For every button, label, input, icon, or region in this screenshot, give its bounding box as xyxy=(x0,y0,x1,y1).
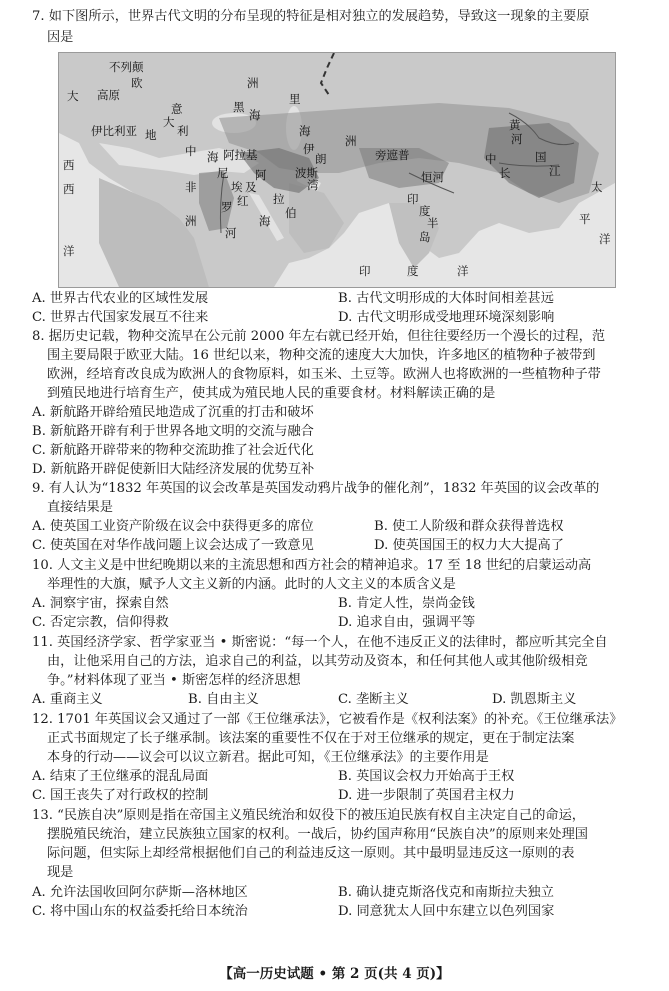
q8-option-a[interactable]: A. 新航路开辟给殖民地造成了沉重的打击和破坏 xyxy=(32,405,314,420)
map-label-indian-ocean-yang: 洋 xyxy=(457,264,469,278)
q11-option-a[interactable]: A. 重商主义 xyxy=(32,692,103,707)
map-label-yang2: 洋 xyxy=(63,244,75,258)
map-label-wan: 湾 xyxy=(307,178,319,192)
q11-option-c[interactable]: C. 垄断主义 xyxy=(338,692,409,707)
map-label-ganges: 恒河 xyxy=(421,170,444,184)
map-label-yindu: 印 xyxy=(407,192,419,206)
map-label-li: 利 xyxy=(177,124,189,138)
ancient-civilizations-map xyxy=(58,52,616,288)
q10-line2: 举理性的大旗，赋予人文主义新的内涵。此时的人文主义的本质含义是 xyxy=(47,577,456,592)
q13-option-a[interactable]: A. 允许法国收回阿尔萨斯—洛林地区 xyxy=(32,885,248,900)
q12-option-d[interactable]: D. 进一步限制了英国君主权力 xyxy=(338,788,515,803)
map-label-hong: 红 xyxy=(237,194,249,208)
map-label-tai: 太 xyxy=(591,180,603,194)
map-label-hai: 海 xyxy=(249,108,261,122)
map-label-a: 阿 xyxy=(255,168,267,182)
q7-option-a[interactable]: A. 世界古代农业的区域性发展 xyxy=(32,291,209,306)
q7-option-c[interactable]: C. 世界古代国家发展互不往来 xyxy=(32,310,209,325)
map-label-hai3: 海 xyxy=(299,124,311,138)
map-label-ou: 欧 xyxy=(131,76,143,90)
map-label-yi2: 伊 xyxy=(303,142,315,156)
map-label-xi: 西 xyxy=(63,158,75,172)
q11-line3: 争。”材料体现了亚当 • 斯密怎样的经济思想 xyxy=(47,673,301,688)
map-label-he2: 河 xyxy=(511,132,523,146)
map-label-da: 大 xyxy=(67,89,79,103)
q11-line1: 11. 英国经济学家、哲学家亚当 • 斯密说：“每一个人，在他不违反正义的法律时，都应听其完全自 xyxy=(32,635,608,650)
map-label-la: 拉 xyxy=(273,192,285,206)
q12-option-b[interactable]: B. 英国议会权力开始高于王权 xyxy=(338,769,515,784)
q9-option-b[interactable]: B. 使工人阶级和群众获得普选权 xyxy=(374,519,564,534)
map-label-zhou2: 洲 xyxy=(185,214,197,228)
map-label-punjab: 旁遮普 xyxy=(375,148,410,162)
map-label-iberia: 伊比利亚 xyxy=(91,124,137,138)
map-label-indian-ocean-yin: 印 xyxy=(359,264,371,278)
map-label-indian-ocean-du: 度 xyxy=(407,264,419,278)
map-label-jiang: 江 xyxy=(549,164,561,178)
map-label-ban: 半 xyxy=(427,216,439,230)
q10-option-c[interactable]: C. 否定宗教，信仰得救 xyxy=(32,615,169,630)
q10-option-b[interactable]: B. 肯定人性，崇尚金钱 xyxy=(338,596,475,611)
map-label-hai2: 海 xyxy=(207,150,219,164)
q10-option-d[interactable]: D. 追求自由，强调平等 xyxy=(338,615,476,630)
q12-option-a[interactable]: A. 结束了王位继承的混乱局面 xyxy=(32,769,209,784)
map-label-gaoyuan: 高原 xyxy=(97,88,120,102)
q9-option-d[interactable]: D. 使英国国王的权力大大提高了 xyxy=(374,538,564,553)
map-label-huang: 黄 xyxy=(509,118,521,132)
map-label-fei: 非 xyxy=(185,180,197,194)
q9-line2: 直接结果是 xyxy=(47,500,113,515)
map-label-yazhou: 洲 xyxy=(345,134,357,148)
q11-line2: 由，让他采用自己的方法，追求自己的利益，以其劳动及资本，和任何其他人或其他阶级相竞 xyxy=(47,654,588,669)
map-label-zhong: 中 xyxy=(185,144,197,158)
q11-option-b[interactable]: B. 自由主义 xyxy=(188,692,259,707)
map-label-ji: 及 xyxy=(245,180,257,194)
map-label-chang: 长 xyxy=(499,166,511,180)
map-label-hai4: 海 xyxy=(259,214,271,228)
map-label-ping: 平 xyxy=(579,212,591,226)
map-label-dao: 岛 xyxy=(419,230,431,244)
map-label-ai: 埃 xyxy=(231,180,243,194)
q7-stem-line2: 因是 xyxy=(47,30,74,45)
map-label-yang: 洋 xyxy=(599,232,611,246)
map-label-ni: 尼 xyxy=(217,166,229,180)
q8-option-c[interactable]: C. 新航路开辟带来的物种交流助推了社会近代化 xyxy=(32,443,314,458)
q8-option-b[interactable]: B. 新航路开辟有利于世界各地文明的交流与融合 xyxy=(32,424,314,439)
q9-option-c[interactable]: C. 使英国在对华作战问题上议会达成了一致意见 xyxy=(32,538,314,553)
q8-line2: 围主要局限于欧亚大陆。16 世纪以来，物种交流的速度大大加快，许多地区的植物种子被带到 xyxy=(47,348,596,363)
q12-line2: 正式书面规定了长子继承制。该法案的重要性不仅在于对王位继承的规定，更在于制定法案 xyxy=(47,731,575,746)
q11-option-d[interactable]: D. 凯恩斯主义 xyxy=(492,692,577,707)
q13-line2: 摆脱殖民统治，建立民族独立国家的权利。一战后，协约国声称用“民族自决”的原则来处理国 xyxy=(47,827,588,842)
map-label-li2: 里 xyxy=(289,92,301,106)
q13-option-c[interactable]: C. 将中国山东的权益委托给日本统治 xyxy=(32,904,248,919)
q13-line1: 13. “民族自决”原则是指在帝国主义殖民统治和奴役下的被压迫民族有权自主决定自己的命运， xyxy=(32,808,585,823)
q8-line3: 欧洲，经培育改良成为欧洲人的食物原料，如玉米、土豆等。欧洲人也将欧洲的一些植物种子带 xyxy=(47,367,601,382)
q7-stem-line1: 7. 如下图所示，世界古代文明的分布呈现的特征是相对独立的发展趋势，导致这一现象的主要原 xyxy=(32,9,590,24)
q7-option-d[interactable]: D. 古代文明形成受地理环境深刻影响 xyxy=(338,310,555,325)
q13-option-d[interactable]: D. 同意犹太人回中东建立以色列国家 xyxy=(338,904,555,919)
map-label-du: 度 xyxy=(419,204,431,218)
map-label-bo: 伯 xyxy=(285,206,297,220)
map-label-xi2: 西 xyxy=(63,182,75,196)
q7-option-b[interactable]: B. 古代文明形成的大体时间相差甚远 xyxy=(338,291,554,306)
q12-option-c[interactable]: C. 国王丧失了对行政权的控制 xyxy=(32,788,209,803)
q10-line1: 10. 人文主义是中世纪晚期以来的主流思想和西方社会的精神追求。17 至 18 世纪的启蒙运动高 xyxy=(32,558,592,573)
map-label-luo: 罗 xyxy=(221,200,233,214)
map-label-britain: 不列颠 xyxy=(109,60,144,74)
q13-line4: 现是 xyxy=(47,865,74,880)
q8-line1: 8. 据历史记载，物种交流早在公元前 2000 年左右就已经开始，但往往要经历一个漫长的过程，范 xyxy=(32,329,606,344)
q12-line3: 本身的行动——议会可以议立新君。据此可知，《王位继承法》的主要作用是 xyxy=(47,750,489,765)
map-label-hei: 黑 xyxy=(233,100,245,114)
q13-line3: 际问题，但实际上却经常根据他们自己的利益违反这一原则。其中最明显违反这一原则的表 xyxy=(47,846,575,861)
map-label-yi: 意 xyxy=(171,102,183,116)
map-label-lang: 朗 xyxy=(315,152,327,166)
q9-line1: 9. 有人认为“1832 年英国的议会改革是英国发动鸦片战争的催化剂”，1832 年英国的议会改革的 xyxy=(32,481,600,496)
page-footer: 【高一历史试题 • 第 2 页(共 4 页)】 xyxy=(219,966,450,982)
map-label-he: 河 xyxy=(225,226,237,240)
q9-option-a[interactable]: A. 使英国工业资产阶级在议会中获得更多的席位 xyxy=(32,519,314,534)
map-label-di: 地 xyxy=(145,128,157,142)
map-label-alaqi: 阿拉基 xyxy=(223,148,258,162)
map-label-bosi: 波斯 xyxy=(295,166,318,180)
q12-line1: 12. 1701 年英国议会又通过了一部《王位继承法》，它被看作是《权利法案》的补充。《王位继承法》 xyxy=(32,712,623,727)
map-label-da2: 大 xyxy=(163,115,175,129)
map-label-zhong2: 中 xyxy=(485,152,497,166)
q13-option-b[interactable]: B. 确认捷克斯洛伐克和南斯拉夫独立 xyxy=(338,885,554,900)
q8-line4: 到殖民地进行培育生产，使其成为殖民地人民的重要食材。材料解读正确的是 xyxy=(47,386,496,401)
map-label-guo: 国 xyxy=(535,150,547,164)
q10-option-a[interactable]: A. 洞察宇宙，探索自然 xyxy=(32,596,169,611)
q8-option-d[interactable]: D. 新航路开辟促使新旧大陆经济发展的优势互补 xyxy=(32,462,315,477)
map-label-zhou: 洲 xyxy=(247,76,259,90)
